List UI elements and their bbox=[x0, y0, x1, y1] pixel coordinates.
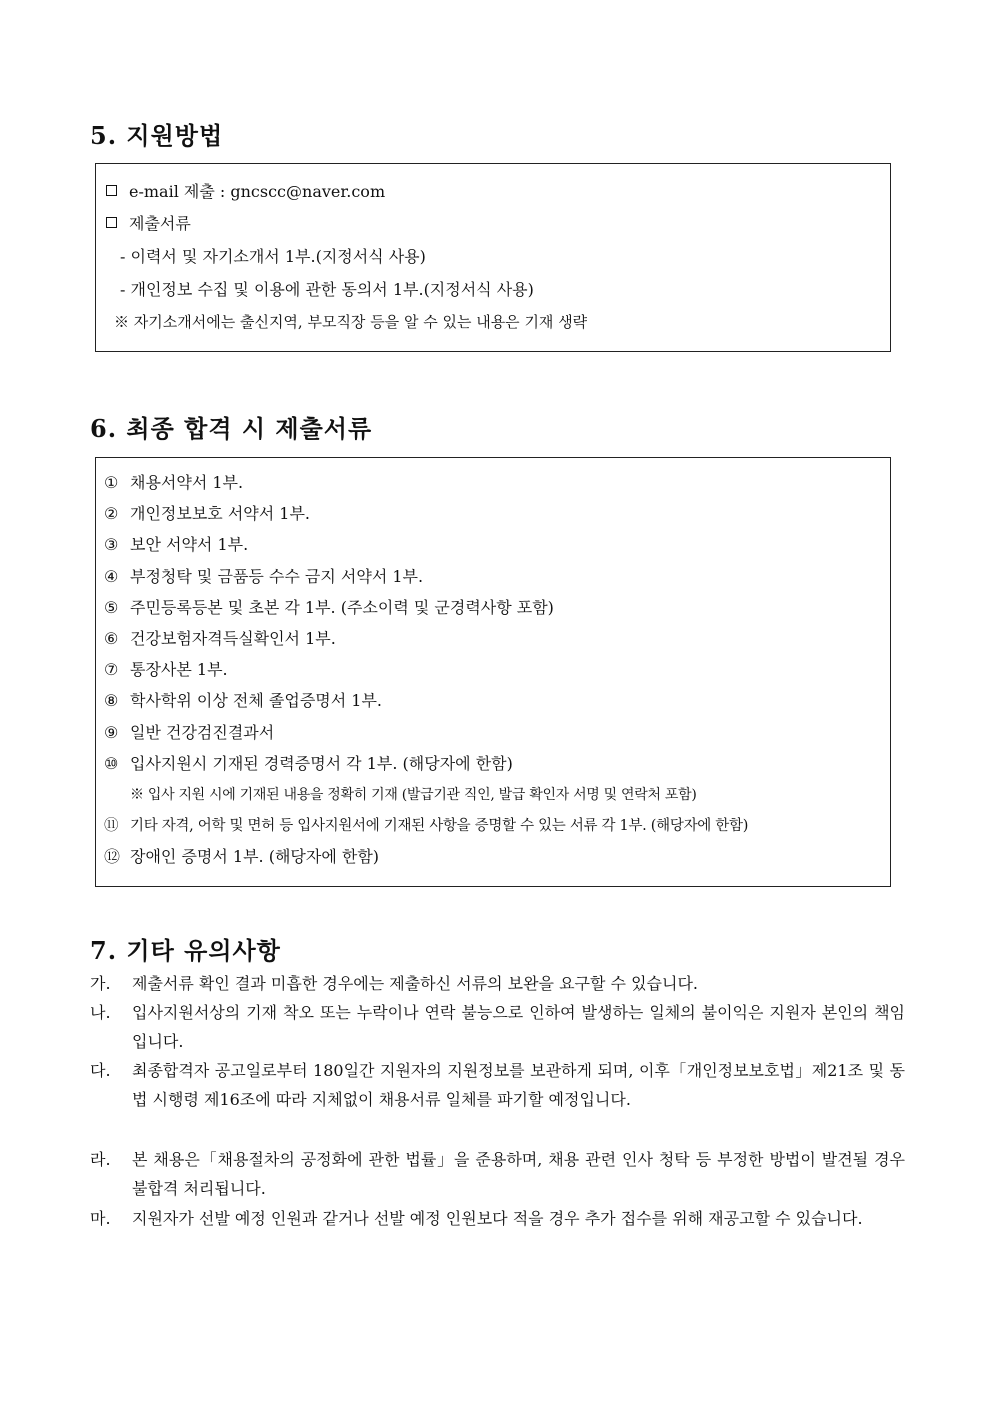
bullet-documents bbox=[106, 214, 191, 234]
checkbox-square-icon bbox=[106, 185, 117, 196]
item-mark: 다. bbox=[90, 1061, 111, 1080]
section-6-box bbox=[95, 457, 891, 887]
doc-item bbox=[104, 723, 274, 743]
item-number: ⑥ bbox=[104, 629, 119, 648]
item-number: ⑧ bbox=[104, 691, 119, 710]
item-text: 최종합격자 공고일로부터 180일간 지원자의 지원정보를 보관하게 되며, 이후「개인정보보호법」제21조 및 동법 시행령 제16조에 따라 지체없이 채용서류 일체를 파기할 예정입니다. bbox=[132, 1061, 905, 1109]
bullet-documents-text: 제출서류 bbox=[129, 214, 191, 233]
item-mark: 나. bbox=[90, 1003, 111, 1022]
item-number: ⑦ bbox=[104, 660, 119, 679]
doc-item-note bbox=[130, 785, 697, 805]
item-text: 입사지원서상의 기재 착오 또는 누락이나 연락 불능으로 인하여 발생하는 일체의 불이익은 지원자 본인의 책임입니다. bbox=[132, 1003, 905, 1051]
item-text: 부정청탁 및 금품등 수수 금지 서약서 1부. bbox=[130, 567, 424, 586]
item-text: ※ 입사 지원 시에 기재된 내용을 정확히 기재 (발급기관 직인, 발급 확인자 서명 및 연락처 포함) bbox=[130, 787, 697, 803]
doc-item bbox=[104, 567, 423, 587]
doc-item bbox=[104, 598, 554, 618]
section-7-title: 7. 기타 유의사항 bbox=[90, 936, 281, 965]
doc-item bbox=[104, 660, 228, 680]
item-text: 일반 건강검진결과서 bbox=[130, 723, 275, 742]
notice-item bbox=[90, 969, 905, 998]
item-text: 지원자가 선발 예정 인원과 같거나 선발 예정 인원보다 적을 경우 추가 접수를 위해 재공고할 수 있습니다. bbox=[132, 1209, 863, 1228]
section-5-title: 5. 지원방법 bbox=[90, 121, 224, 150]
item-number: ⑪ bbox=[104, 818, 119, 834]
item-number: ① bbox=[104, 473, 119, 492]
notice-item bbox=[90, 1056, 905, 1143]
item-text: 보안 서약서 1부. bbox=[130, 535, 249, 554]
sub-item-resume: - 이력서 및 자기소개서 1부.(지정서식 사용) bbox=[120, 247, 426, 266]
item-text: 주민등록등본 및 초본 각 1부. (주소이력 및 군경력사항 포함) bbox=[130, 598, 554, 617]
item-number: ⑩ bbox=[104, 754, 119, 773]
doc-item bbox=[104, 754, 513, 774]
item-text: 장애인 증명서 1부. (해당자에 한함) bbox=[130, 847, 380, 866]
notice-item bbox=[90, 998, 905, 1056]
item-mark: 마. bbox=[90, 1209, 111, 1228]
section-6-title: 6. 최종 합격 시 제출서류 bbox=[90, 414, 373, 443]
item-mark: 라. bbox=[90, 1150, 111, 1169]
doc-item bbox=[104, 629, 336, 649]
doc-item bbox=[104, 535, 248, 555]
item-text: 채용서약서 1부. bbox=[130, 473, 244, 492]
item-text: 개인정보보호 서약서 1부. bbox=[130, 504, 310, 523]
item-number: ④ bbox=[104, 567, 119, 586]
section-5-box bbox=[95, 163, 891, 352]
item-text: 입사지원시 기재된 경력증명서 각 1부. (해당자에 한함) bbox=[130, 754, 513, 773]
doc-item bbox=[104, 847, 379, 867]
doc-item bbox=[104, 816, 748, 836]
sub-item-consent: - 개인정보 수집 및 이용에 관한 동의서 1부.(지정서식 사용) bbox=[120, 280, 534, 299]
item-text: 통장사본 1부. bbox=[130, 660, 228, 679]
item-text: 건강보험자격득실확인서 1부. bbox=[130, 629, 336, 648]
item-number: ⑫ bbox=[104, 847, 121, 866]
bullet-email bbox=[106, 182, 385, 202]
item-number: ⑤ bbox=[104, 598, 119, 617]
notice-item bbox=[90, 1145, 905, 1203]
item-mark: 가. bbox=[90, 974, 111, 993]
bullet-email-text: e-mail 제출 : gncscc@naver.com bbox=[129, 182, 386, 201]
section-5-note: ※ 자기소개서에는 출신지역, 부모직장 등을 알 수 있는 내용은 기재 생략 bbox=[114, 313, 588, 331]
notice-item bbox=[90, 1204, 905, 1262]
doc-item bbox=[104, 473, 243, 493]
item-number: ③ bbox=[104, 535, 119, 554]
item-text: 본 채용은「채용절차의 공정화에 관한 법률」을 준용하며, 채용 관련 인사 청탁 등 부정한 방법이 발견될 경우 불합격 처리됩니다. bbox=[132, 1150, 905, 1198]
doc-item bbox=[104, 504, 310, 524]
item-text: 학사학위 이상 전체 졸업증명서 1부. bbox=[130, 691, 382, 710]
item-text: 기타 자격, 어학 및 면허 등 입사지원서에 기재된 사항을 증명할 수 있는 서류 각 1부. (해당자에 한함) bbox=[130, 818, 749, 834]
item-number: ⑨ bbox=[104, 723, 119, 742]
item-number: ② bbox=[104, 504, 119, 523]
item-text: 제출서류 확인 결과 미흡한 경우에는 제출하신 서류의 보완을 요구할 수 있습니다. bbox=[132, 974, 698, 993]
checkbox-square-icon bbox=[106, 217, 117, 228]
doc-item bbox=[104, 691, 382, 711]
